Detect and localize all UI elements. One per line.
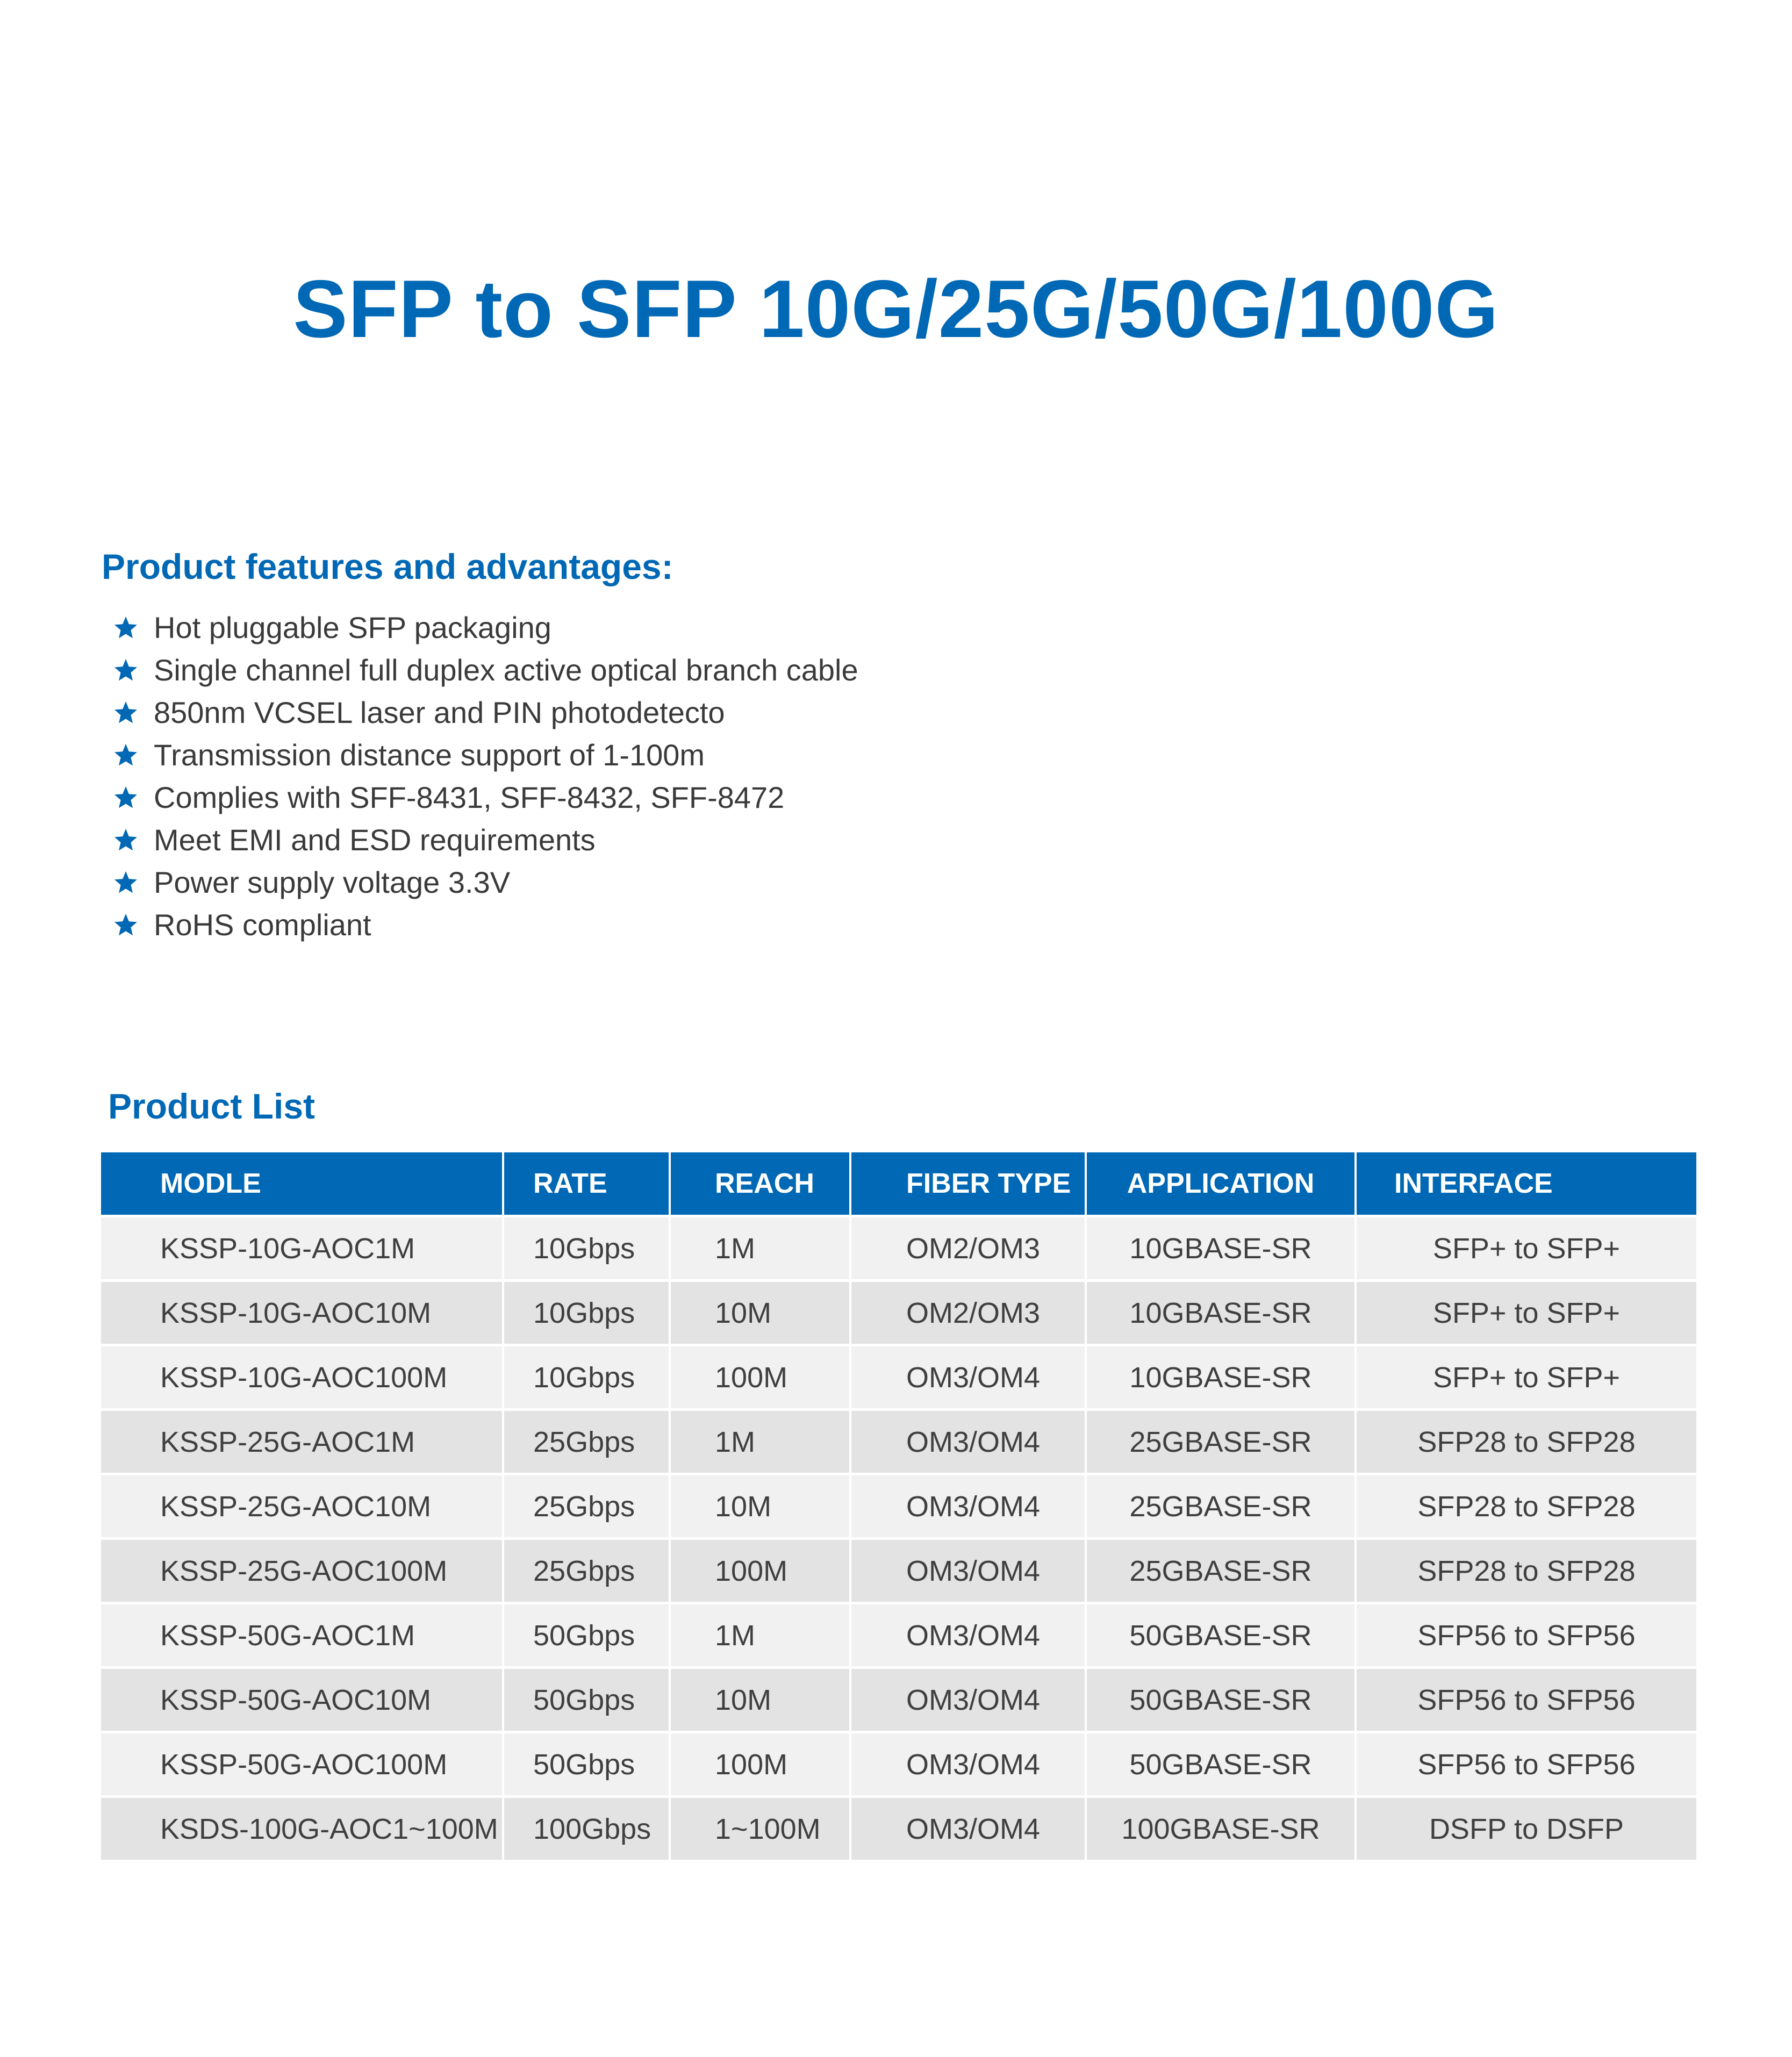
page-title: SFP to SFP 10G/25G/50G/100G	[293, 263, 1499, 355]
feature-item	[113, 904, 858, 946]
cell-model: KSSP-50G-AOC1M	[101, 1603, 503, 1668]
star-icon	[113, 827, 139, 853]
cell-reach: 1M	[670, 1603, 850, 1668]
cell-rate: 50Gbps	[503, 1732, 670, 1797]
feature-text: Single channel full duplex active optical branch cable	[154, 653, 858, 687]
feature-item	[113, 861, 858, 904]
cell-reach: 1~100M	[670, 1797, 850, 1860]
cell-interface: SFP+ to SFP+	[1356, 1345, 1696, 1410]
star-icon	[113, 785, 139, 811]
cell-rate: 25Gbps	[503, 1539, 670, 1603]
cell-rate: 25Gbps	[503, 1474, 670, 1539]
star-icon	[113, 912, 139, 938]
column-header-fiber-type: FIBER TYPE	[850, 1152, 1086, 1216]
cell-reach: 1M	[670, 1216, 850, 1281]
column-header-model: MODLE	[101, 1152, 503, 1216]
cell-rate: 10Gbps	[503, 1281, 670, 1345]
cell-application: 10GBASE-SR	[1086, 1345, 1356, 1410]
table-row	[101, 1216, 1696, 1281]
cell-application: 100GBASE-SR	[1086, 1797, 1356, 1860]
column-header-reach: REACH	[670, 1152, 850, 1216]
cell-reach: 10M	[670, 1474, 850, 1539]
cell-fiber-type: OM3/OM4	[850, 1474, 1086, 1539]
table-row	[101, 1281, 1696, 1345]
cell-interface: SFP+ to SFP+	[1356, 1216, 1696, 1281]
cell-interface: SFP+ to SFP+	[1356, 1281, 1696, 1345]
feature-text: Power supply voltage 3.3V	[154, 865, 511, 899]
cell-model: KSSP-25G-AOC10M	[101, 1474, 503, 1539]
cell-reach: 100M	[670, 1345, 850, 1410]
cell-application: 10GBASE-SR	[1086, 1281, 1356, 1345]
feature-item	[113, 819, 858, 861]
feature-list	[113, 606, 858, 946]
star-icon	[113, 615, 139, 641]
cell-application: 50GBASE-SR	[1086, 1603, 1356, 1668]
star-icon	[113, 700, 139, 726]
features-heading: Product features and advantages:	[102, 547, 673, 586]
table-row	[101, 1732, 1696, 1797]
cell-rate: 100Gbps	[503, 1797, 670, 1860]
feature-item	[113, 776, 858, 819]
table-row	[101, 1410, 1696, 1474]
cell-interface: SFP28 to SFP28	[1356, 1539, 1696, 1603]
table-row	[101, 1668, 1696, 1732]
feature-text: Complies with SFF-8431, SFF-8432, SFF-8472	[154, 780, 785, 814]
feature-item	[113, 691, 858, 734]
cell-rate: 50Gbps	[503, 1603, 670, 1668]
table-header-row	[101, 1152, 1696, 1216]
cell-application: 25GBASE-SR	[1086, 1539, 1356, 1603]
feature-item	[113, 734, 858, 776]
cell-fiber-type: OM3/OM4	[850, 1345, 1086, 1410]
star-icon	[113, 870, 139, 895]
cell-interface: SFP56 to SFP56	[1356, 1732, 1696, 1797]
column-header-interface: INTERFACE	[1356, 1152, 1696, 1216]
cell-rate: 10Gbps	[503, 1345, 670, 1410]
cell-application: 25GBASE-SR	[1086, 1474, 1356, 1539]
cell-fiber-type: OM2/OM3	[850, 1216, 1086, 1281]
feature-text: Meet EMI and ESD requirements	[154, 823, 596, 857]
cell-model: KSSP-10G-AOC1M	[101, 1216, 503, 1281]
cell-application: 50GBASE-SR	[1086, 1732, 1356, 1797]
cell-interface: SFP56 to SFP56	[1356, 1603, 1696, 1668]
cell-model: KSSP-50G-AOC100M	[101, 1732, 503, 1797]
cell-model: KSSP-25G-AOC1M	[101, 1410, 503, 1474]
cell-rate: 25Gbps	[503, 1410, 670, 1474]
table-row	[101, 1474, 1696, 1539]
star-icon	[113, 657, 139, 683]
cell-reach: 100M	[670, 1539, 850, 1603]
cell-reach: 100M	[670, 1732, 850, 1797]
cell-model: KSSP-25G-AOC100M	[101, 1539, 503, 1603]
star-icon	[113, 742, 139, 768]
cell-model: KSSP-50G-AOC10M	[101, 1668, 503, 1732]
table-row	[101, 1345, 1696, 1410]
column-header-rate: RATE	[503, 1152, 670, 1216]
feature-text: Transmission distance support of 1-100m	[154, 738, 705, 772]
cell-application: 25GBASE-SR	[1086, 1410, 1356, 1474]
cell-rate: 50Gbps	[503, 1668, 670, 1732]
feature-item	[113, 649, 858, 691]
cell-fiber-type: OM3/OM4	[850, 1603, 1086, 1668]
cell-fiber-type: OM3/OM4	[850, 1797, 1086, 1860]
cell-interface: SFP56 to SFP56	[1356, 1668, 1696, 1732]
cell-rate: 10Gbps	[503, 1216, 670, 1281]
table-body	[101, 1216, 1696, 1860]
cell-model: KSSP-10G-AOC100M	[101, 1345, 503, 1410]
cell-reach: 10M	[670, 1281, 850, 1345]
cell-fiber-type: OM3/OM4	[850, 1410, 1086, 1474]
cell-reach: 1M	[670, 1410, 850, 1474]
cell-model: KSSP-10G-AOC10M	[101, 1281, 503, 1345]
cell-interface: DSFP to DSFP	[1356, 1797, 1696, 1860]
column-header-application: APPLICATION	[1086, 1152, 1356, 1216]
cell-interface: SFP28 to SFP28	[1356, 1474, 1696, 1539]
cell-fiber-type: OM2/OM3	[850, 1281, 1086, 1345]
feature-text: 850nm VCSEL laser and PIN photodetecto	[154, 696, 725, 729]
feature-text: Hot pluggable SFP packaging	[154, 611, 551, 644]
product-table	[101, 1152, 1696, 1860]
feature-item	[113, 606, 858, 649]
cell-fiber-type: OM3/OM4	[850, 1668, 1086, 1732]
table-row	[101, 1539, 1696, 1603]
cell-fiber-type: OM3/OM4	[850, 1539, 1086, 1603]
feature-text: RoHS compliant	[154, 908, 371, 942]
cell-application: 10GBASE-SR	[1086, 1216, 1356, 1281]
table-row	[101, 1603, 1696, 1668]
cell-application: 50GBASE-SR	[1086, 1668, 1356, 1732]
cell-model: KSDS-100G-AOC1~100M	[101, 1797, 503, 1860]
product-list-heading: Product List	[108, 1086, 316, 1126]
table-row	[101, 1797, 1696, 1860]
cell-fiber-type: OM3/OM4	[850, 1732, 1086, 1797]
cell-interface: SFP28 to SFP28	[1356, 1410, 1696, 1474]
cell-reach: 10M	[670, 1668, 850, 1732]
